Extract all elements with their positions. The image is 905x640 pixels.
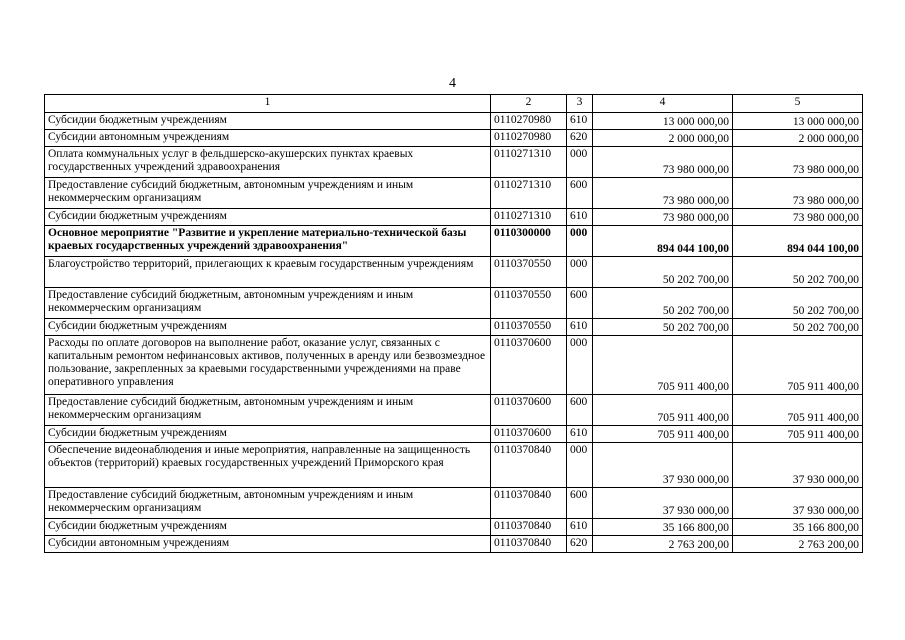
row-code-cell: 0110270980 (491, 113, 567, 130)
row-amount-col5-cell: 73 980 000,00 (733, 209, 863, 226)
row-code-cell: 0110271310 (491, 178, 567, 209)
row-code-cell: 0110370600 (491, 395, 567, 426)
row-amount-col5-cell: 50 202 700,00 (733, 288, 863, 319)
row-type-cell: 600 (567, 488, 593, 519)
row-amount-col4-cell: 35 166 800,00 (593, 519, 733, 536)
row-code-cell: 0110270980 (491, 130, 567, 147)
row-type-cell: 610 (567, 113, 593, 130)
row-name-cell: Предоставление субсидий бюджетным, автономным учреждениям и иным некоммерческим организациям (45, 178, 491, 209)
table-row (45, 319, 863, 336)
row-amount-col4-cell: 2 000 000,00 (593, 130, 733, 147)
row-code-cell: 0110370550 (491, 257, 567, 288)
table-row (45, 519, 863, 536)
row-type-cell: 610 (567, 519, 593, 536)
row-code-cell: 0110300000 (491, 226, 567, 257)
table-header-row (45, 95, 863, 113)
row-name-cell: Оплата коммунальных услуг в фельдшерско-акушерских пунктах краевых государственных учреждений здравоохранения (45, 147, 491, 178)
row-name-cell: Субсидии автономным учреждениям (45, 130, 491, 147)
row-code-cell: 0110271310 (491, 147, 567, 178)
page-number: 4 (449, 76, 456, 91)
row-type-cell: 600 (567, 395, 593, 426)
row-type-cell: 620 (567, 536, 593, 553)
table-row (45, 443, 863, 488)
row-name-cell: Субсидии бюджетным учреждениям (45, 209, 491, 226)
table-row (45, 288, 863, 319)
table-row (45, 226, 863, 257)
row-amount-col5-cell: 894 044 100,00 (733, 226, 863, 257)
table-row (45, 426, 863, 443)
row-name-cell: Обеспечение видеонаблюдения и иные мероприятия, направленные на защищенность объектов (территорий) краевых государственных учреждений Приморского края (45, 443, 491, 488)
row-type-cell: 000 (567, 443, 593, 488)
row-amount-col5-cell: 73 980 000,00 (733, 178, 863, 209)
row-amount-col5-cell: 73 980 000,00 (733, 147, 863, 178)
header-cell-1: 1 (45, 95, 491, 113)
row-amount-col4-cell: 705 911 400,00 (593, 395, 733, 426)
table-row (45, 113, 863, 130)
table-row (45, 536, 863, 553)
row-name-cell: Предоставление субсидий бюджетным, автономным учреждениям и иным некоммерческим организациям (45, 395, 491, 426)
table-row (45, 178, 863, 209)
table-row (45, 130, 863, 147)
row-code-cell: 0110370840 (491, 488, 567, 519)
row-amount-col5-cell: 35 166 800,00 (733, 519, 863, 536)
row-type-cell: 000 (567, 336, 593, 395)
row-type-cell: 600 (567, 178, 593, 209)
row-type-cell: 620 (567, 130, 593, 147)
row-code-cell: 0110370600 (491, 336, 567, 395)
row-amount-col5-cell: 705 911 400,00 (733, 336, 863, 395)
row-amount-col4-cell: 37 930 000,00 (593, 443, 733, 488)
row-type-cell: 610 (567, 209, 593, 226)
row-name-cell: Субсидии бюджетным учреждениям (45, 113, 491, 130)
table-row (45, 147, 863, 178)
row-amount-col5-cell: 13 000 000,00 (733, 113, 863, 130)
row-name-cell: Субсидии бюджетным учреждениям (45, 519, 491, 536)
row-amount-col4-cell: 894 044 100,00 (593, 226, 733, 257)
row-name-cell: Субсидии автономным учреждениям (45, 536, 491, 553)
row-amount-col5-cell: 50 202 700,00 (733, 257, 863, 288)
row-code-cell: 0110370550 (491, 288, 567, 319)
row-amount-col4-cell: 705 911 400,00 (593, 336, 733, 395)
row-amount-col4-cell: 50 202 700,00 (593, 257, 733, 288)
header-cell-2: 2 (491, 95, 567, 113)
row-name-cell: Предоставление субсидий бюджетным, автономным учреждениям и иным некоммерческим организациям (45, 488, 491, 519)
row-code-cell: 0110370600 (491, 426, 567, 443)
row-code-cell: 0110370840 (491, 519, 567, 536)
row-amount-col5-cell: 2 763 200,00 (733, 536, 863, 553)
row-name-cell: Расходы по оплате договоров на выполнение работ, оказание услуг, связанных с капитальным ремонтом нефинансовых активов, полученных в аренду или безвозмездное пользование, закрепленных за краевыми государственными учреждениями на праве оперативного управления (45, 336, 491, 395)
row-code-cell: 0110271310 (491, 209, 567, 226)
row-type-cell: 600 (567, 288, 593, 319)
row-name-cell: Предоставление субсидий бюджетным, автономным учреждениям и иным некоммерческим организациям (45, 288, 491, 319)
row-amount-col4-cell: 50 202 700,00 (593, 319, 733, 336)
row-name-cell: Основное мероприятие "Развитие и укрепление материально-технической базы краевых государственных учреждений здравоохранения" (45, 226, 491, 257)
header-cell-5: 5 (733, 95, 863, 113)
row-type-cell: 000 (567, 257, 593, 288)
row-amount-col5-cell: 50 202 700,00 (733, 319, 863, 336)
row-type-cell: 610 (567, 319, 593, 336)
table-row (45, 209, 863, 226)
row-type-cell: 000 (567, 226, 593, 257)
row-amount-col5-cell: 705 911 400,00 (733, 426, 863, 443)
row-name-cell: Благоустройство территорий, прилегающих к краевым государственным учреждениям (45, 257, 491, 288)
row-code-cell: 0110370840 (491, 443, 567, 488)
row-code-cell: 0110370840 (491, 536, 567, 553)
row-amount-col4-cell: 13 000 000,00 (593, 113, 733, 130)
header-cell-3: 3 (567, 95, 593, 113)
row-code-cell: 0110370550 (491, 319, 567, 336)
row-amount-col5-cell: 705 911 400,00 (733, 395, 863, 426)
row-amount-col4-cell: 73 980 000,00 (593, 147, 733, 178)
row-amount-col4-cell: 37 930 000,00 (593, 488, 733, 519)
row-amount-col4-cell: 50 202 700,00 (593, 288, 733, 319)
row-amount-col4-cell: 2 763 200,00 (593, 536, 733, 553)
row-amount-col5-cell: 2 000 000,00 (733, 130, 863, 147)
row-amount-col5-cell: 37 930 000,00 (733, 443, 863, 488)
row-amount-col4-cell: 705 911 400,00 (593, 426, 733, 443)
row-amount-col4-cell: 73 980 000,00 (593, 178, 733, 209)
row-type-cell: 000 (567, 147, 593, 178)
header-cell-4: 4 (593, 95, 733, 113)
table-row (45, 488, 863, 519)
row-name-cell: Субсидии бюджетным учреждениям (45, 319, 491, 336)
budget-table (44, 94, 863, 553)
row-type-cell: 610 (567, 426, 593, 443)
table-row (45, 395, 863, 426)
row-amount-col4-cell: 73 980 000,00 (593, 209, 733, 226)
table-row (45, 336, 863, 395)
row-amount-col5-cell: 37 930 000,00 (733, 488, 863, 519)
row-name-cell: Субсидии бюджетным учреждениям (45, 426, 491, 443)
table-row (45, 257, 863, 288)
